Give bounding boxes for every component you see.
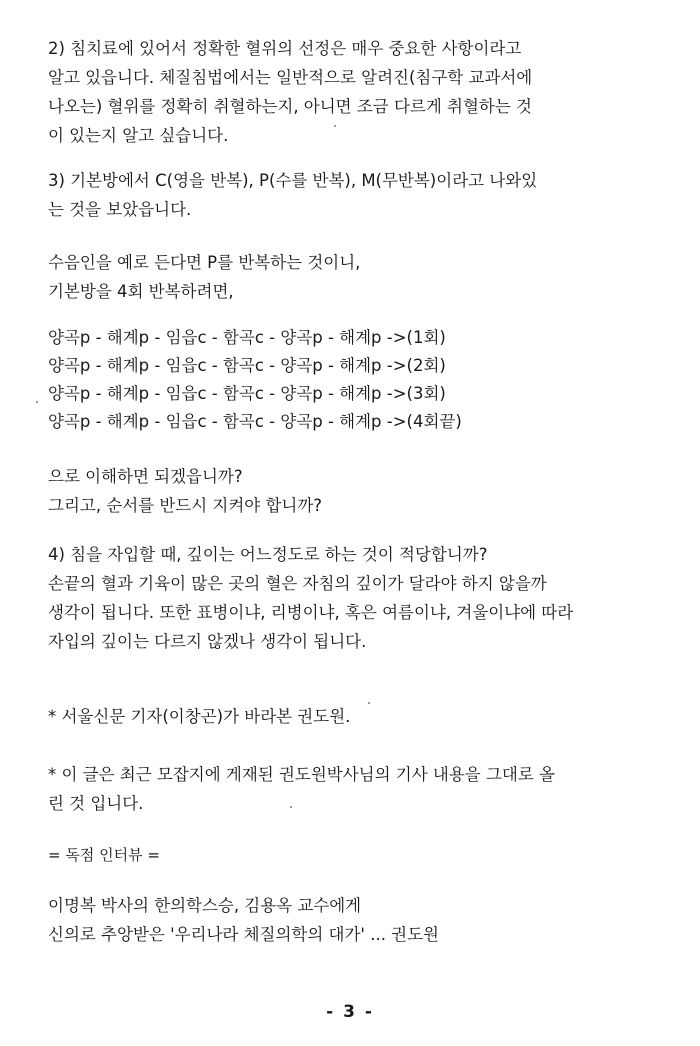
text-line: 이명복 박사의 한의학스승, 김용옥 교수에게 <box>48 896 362 915</box>
paragraph-question-3 <box>48 166 663 224</box>
scan-speck <box>36 401 38 403</box>
text-line: 나오는) 혈위를 정확히 취혈하는지, 아니면 조금 다르게 취혈하는 것 <box>48 97 532 116</box>
text-line: = 독점 인터뷰 = <box>48 846 160 864</box>
paragraph-repetition-list <box>48 324 663 436</box>
text-line: 이 있는지 알고 싶습니다. <box>48 126 229 145</box>
text-line: 기본방을 4회 반복하려면, <box>48 282 234 301</box>
text-line: 2) 침치료에 있어서 정확한 혈위의 선정은 매우 중요한 사항이라고 <box>48 39 522 58</box>
text-line: 손끝의 혈과 기육이 많은 곳의 혈은 자침의 깊이가 달라야 하지 않을까 <box>48 574 547 593</box>
page-number: - 3 - <box>326 1002 374 1022</box>
paragraph-note-reporter <box>48 702 663 731</box>
text-line: 알고 있읍니다. 체질침법에서는 일반적으로 알려진(침구학 교과서에 <box>48 68 533 87</box>
repetition-line: 양곡p - 해계p - 임읍c - 함곡c - 양곡p - 해계p ->(2회) <box>48 356 446 375</box>
repetition-line: 양곡p - 해계p - 임읍c - 함곡c - 양곡p - 해계p ->(1회) <box>48 328 446 347</box>
repetition-line: 양곡p - 해계p - 임읍c - 함곡c - 양곡p - 해계p ->(3회) <box>48 384 446 403</box>
text-line: 수음인을 예로 든다면 P를 반복하는 것이니, <box>48 253 361 272</box>
paragraph-note-source <box>48 760 663 818</box>
paragraph-example-intro <box>48 248 663 306</box>
text-line: 는 것을 보았읍니다. <box>48 200 192 219</box>
text-line: 자입의 깊이는 다르지 않겠나 생각이 됩니다. <box>48 632 367 651</box>
scan-speck <box>334 125 336 127</box>
scan-speck <box>290 806 292 808</box>
scan-speck <box>368 702 370 704</box>
text-line: * 서울신문 기자(이창곤)가 바라본 권도원. <box>48 707 351 726</box>
text-line: 신의로 추앙받은 '우리나라 체질의학의 대가' ... 권도원 <box>48 925 439 944</box>
text-line: * 이 글은 최근 모잡지에 게재된 권도원박사님의 기사 내용을 그대로 올 <box>48 765 555 784</box>
text-line: 그리고, 순서를 반드시 지켜야 합니까? <box>48 496 323 515</box>
paragraph-question-2 <box>48 34 663 150</box>
text-line: 린 것 입니다. <box>48 794 144 813</box>
text-line: 4) 침을 자입할 때, 깊이는 어느정도로 하는 것이 적당합니까? <box>48 545 488 564</box>
paragraph-interview-title <box>48 891 663 949</box>
paragraph-interview-heading <box>48 841 663 870</box>
paragraph-example-question <box>48 462 663 520</box>
text-line: 으로 이해하면 되겠읍니까? <box>48 467 243 486</box>
paragraph-question-4 <box>48 540 663 656</box>
text-line: 생각이 됩니다. 또한 표병이냐, 리병이냐, 혹은 여름이냐, 겨울이냐에 따라 <box>48 603 574 622</box>
text-line: 3) 기본방에서 C(영을 반복), P(수를 반복), M(무반복)이라고 나와있 <box>48 171 538 190</box>
repetition-line: 양곡p - 해계p - 임읍c - 함곡c - 양곡p - 해계p ->(4회끝) <box>48 412 462 431</box>
